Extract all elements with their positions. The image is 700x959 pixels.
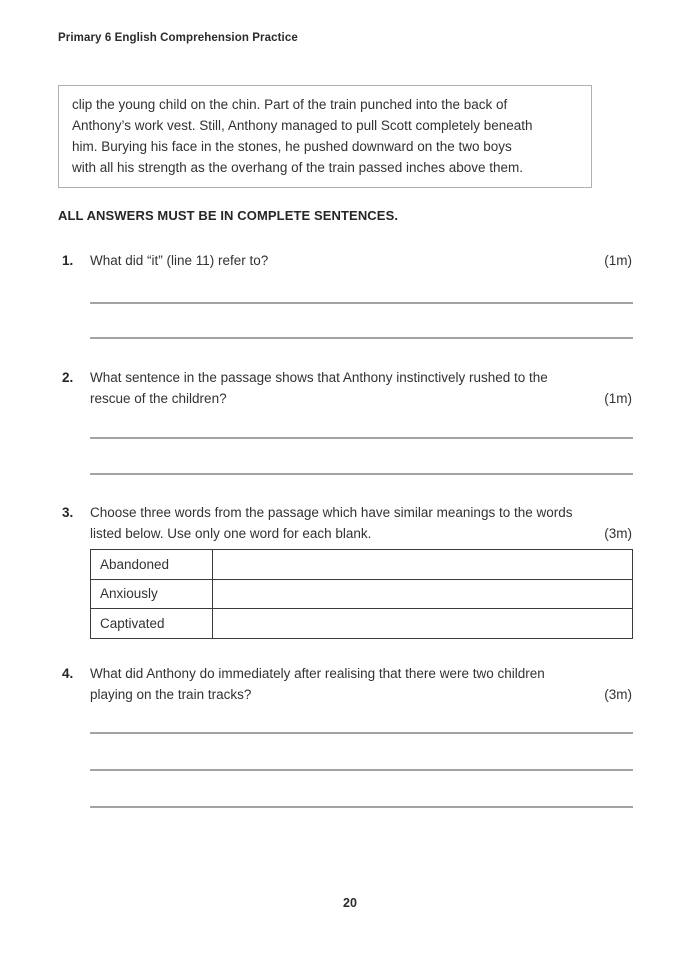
question-text: What did “it” (line 11) refer to? [90, 253, 269, 268]
word-cell: Abandoned [91, 550, 213, 580]
answer-cell [213, 579, 633, 609]
question-number: 3. [62, 505, 74, 520]
answer-line [90, 302, 633, 304]
answer-line [90, 473, 633, 475]
marks-label: (1m) [604, 253, 632, 268]
passage-line: him. Burying his face in the stones, he pushed downward on the two boys [72, 139, 512, 154]
passage-box [58, 85, 592, 188]
question-text: listed below. Use only one word for each blank. [90, 526, 372, 541]
question-text: Choose three words from the passage which have similar meanings to the words [90, 505, 573, 520]
passage-line: clip the young child on the chin. Part of the train punched into the back of [72, 97, 508, 112]
marks-label: (3m) [604, 526, 632, 541]
question-text: What did Anthony do immediately after realising that there were two children [90, 666, 545, 681]
question-number: 2. [62, 370, 74, 385]
marks-label: (3m) [604, 687, 632, 702]
question-1 [62, 250, 632, 271]
word-cell: Captivated [91, 609, 213, 639]
table-row [91, 609, 633, 639]
passage-line: with all his strength as the overhang of the train passed inches above them. [72, 160, 524, 175]
table-row [91, 579, 633, 609]
answer-cell [213, 609, 633, 639]
page-number: 20 [343, 896, 357, 910]
instructions-heading: ALL ANSWERS MUST BE IN COMPLETE SENTENCES. [58, 208, 399, 223]
answer-line [90, 437, 633, 439]
answer-line [90, 806, 633, 808]
question-4 [62, 663, 632, 705]
question-text: What sentence in the passage shows that Anthony instinctively rushed to the [90, 370, 548, 385]
page-header-title: Primary 6 English Comprehension Practice [58, 32, 298, 44]
question-2 [62, 367, 632, 409]
word-cell: Anxiously [91, 579, 213, 609]
question-text: rescue of the children? [90, 391, 227, 406]
question-number: 1. [62, 253, 74, 268]
answer-line [90, 337, 633, 339]
marks-label: (1m) [604, 391, 632, 406]
question-text: playing on the train tracks? [90, 687, 252, 702]
synonym-table [90, 549, 633, 639]
question-number: 4. [62, 666, 74, 681]
answer-cell [213, 550, 633, 580]
table-row [91, 550, 633, 580]
passage-line: Anthony’s work vest. Still, Anthony managed to pull Scott completely beneath [72, 118, 533, 133]
question-3 [62, 502, 632, 544]
answer-line [90, 769, 633, 771]
answer-line [90, 732, 633, 734]
